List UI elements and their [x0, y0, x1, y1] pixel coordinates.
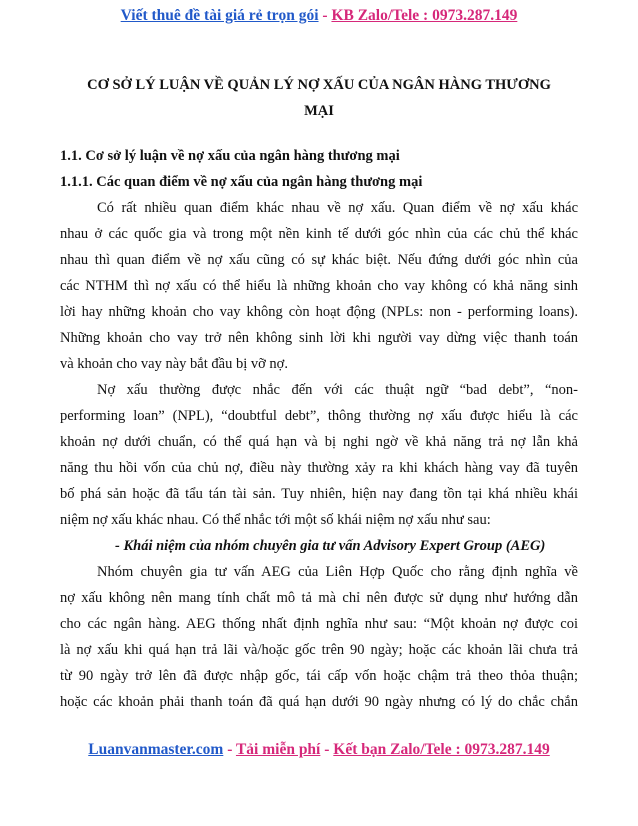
section-heading-1-1-1: 1.1.1. Các quan điểm về nợ xấu của ngân hàng thương mại [60, 174, 423, 190]
page-footer [0, 741, 638, 759]
paragraph-line: Có rất nhiều quan điểm khác nhau về nợ xấu. Quan điểm về nợ xấu khác [97, 200, 578, 216]
paragraph-line: từ 90 ngày trở lên đã được nhập gốc, tái cấp vốn hoặc chậm trả theo thỏa thuận; [60, 668, 578, 684]
title-line-2: MẠI [304, 103, 334, 119]
subsection-heading-aeg: - Khái niệm của nhóm chuyên gia tư vấn Advisory Expert Group (AEG) [115, 538, 546, 554]
paragraph-line: Những khoản cho vay trở nên không sinh lời khi người vay dừng việc thanh toán [60, 330, 578, 346]
page-header [0, 7, 638, 25]
paragraph-line: hoặc các khoản phải thanh toán đã quá hạn dưới 90 ngày nhưng có lý do chắc chắn [60, 694, 578, 710]
footer-separator: - [223, 741, 236, 758]
paragraph-line: cho các ngân hàng. AEG thống nhất định nghĩa như sau: “Một khoản nợ được coi [60, 616, 578, 632]
paragraph-3 [60, 559, 578, 715]
header-contact-link[interactable]: KB Zalo/Tele : 0973.287.149 [331, 7, 518, 24]
paragraph-line: niệm nợ xấu khác nhau. Có thể nhắc tới một số khái niệm nợ xấu như sau: [60, 512, 491, 528]
paragraph-line: nhau thì quan điểm về nợ xấu cũng có sự khác biệt. Nếu đứng dưới góc nhìn của [60, 252, 578, 268]
paragraph-line: Nhóm chuyên gia tư vấn AEG của Liên Hợp Quốc cho rằng định nghĩa về [97, 564, 578, 580]
footer-separator: - [320, 741, 334, 758]
paragraph-line: nợ xấu không nên mang tính chất mô tả mà chỉ nên được sử dụng như hướng dẫn [60, 590, 578, 606]
header-service-link[interactable]: Viết thuê đề tài giá rẻ trọn gói [120, 7, 319, 24]
title-line-1: CƠ SỞ LÝ LUẬN VỀ QUẢN LÝ NỢ XẤU CỦA NGÂN HÀNG THƯƠNG [87, 77, 551, 93]
document-body [60, 143, 578, 715]
section-heading-1-1: 1.1. Cơ sở lý luận về nợ xấu của ngân hàng thương mại [60, 148, 400, 164]
paragraph-1 [60, 195, 578, 377]
footer-contact-link[interactable]: Kết bạn Zalo/Tele : 0973.287.149 [333, 741, 550, 758]
paragraph-line: và khoản cho vay này bắt đầu bị vỡ nợ. [60, 356, 288, 372]
footer-site-link[interactable]: Luanvanmaster.com [88, 741, 224, 758]
paragraph-line: các NTHM thì nợ xấu có thể hiểu là những khoản cho vay không có khả năng sinh [60, 278, 578, 294]
paragraph-2 [60, 377, 578, 533]
paragraph-line: performing loan” (NPL), “doubtful debt”, thông thường nợ xấu được hiểu là các [60, 408, 578, 424]
document-title [60, 72, 578, 124]
header-separator: - [318, 7, 332, 24]
paragraph-line: năng thu hồi vốn của chủ nợ, điều này thường xảy ra khi khách hàng vay đã tuyên [60, 460, 578, 476]
paragraph-line: khoản nợ dưới chuẩn, có thể quá hạn và bị nghi ngờ về khả năng trả nợ lẫn khả [60, 434, 578, 450]
paragraph-line: Nợ xấu thường được nhắc đến với các thuật ngữ “bad debt”, “non- [97, 382, 578, 398]
footer-free-download-link[interactable]: Tải miễn phí [235, 741, 321, 758]
paragraph-line: bố phá sản hoặc đã tẩu tán tài sản. Tuy nhiên, hiện nay đang tồn tại khá nhiều khái [60, 486, 578, 502]
paragraph-line: nhau ở các quốc gia và trong một nền kinh tế dưới góc nhìn của các chủ thể khác [60, 226, 578, 242]
paragraph-line: lời hay những khoản cho vay không còn hoạt động (NPLs: non - performing loans). [60, 304, 578, 320]
paragraph-line: là nợ xấu khi quá hạn trả lãi và/hoặc gốc trên 90 ngày; hoặc các khoản lãi chưa trả [60, 642, 578, 658]
